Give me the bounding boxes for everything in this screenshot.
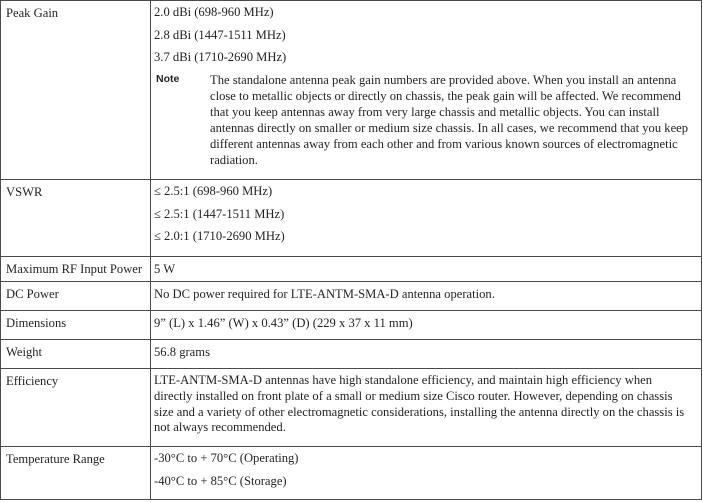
- row-dimensions: [1, 311, 702, 340]
- note-label: Note: [156, 72, 180, 85]
- weight-label: Weight: [6, 345, 43, 359]
- weight-value: 56.8 grams: [154, 345, 210, 359]
- row-peak-gain: [1, 1, 702, 180]
- row-value-cell: [151, 180, 702, 257]
- row-value-cell: [151, 369, 702, 447]
- row-efficiency: [1, 369, 702, 447]
- row-label-cell: [1, 257, 151, 282]
- efficiency-value: LTE-ANTM-SMA-D antennas have high standalone efficiency, and maintain high efficiency when directly installed on front plate of a small or medium size Cisco router. However, depending on chassis size and a variety of other electromagnetic considerations, installing the antenna directly on the chassis is not always recommended.: [154, 373, 685, 435]
- efficiency-label: Efficiency: [6, 374, 59, 388]
- row-value-cell: [151, 340, 702, 369]
- temperature-range-value: -40°C to + 85°C (Storage): [154, 473, 287, 488]
- vswr-value: ≤ 2.5:1 (698-960 MHz): [154, 184, 273, 198]
- note-block: [154, 69, 701, 168]
- vswr-value: ≤ 2.0:1 (1710-2690 MHz): [154, 229, 285, 243]
- max-rf-input-power-value: 5 W: [154, 262, 176, 276]
- row-label-cell: [1, 369, 151, 447]
- max-rf-input-power-label: Maximum RF Input Power: [6, 262, 143, 276]
- row-dc-power: [1, 282, 702, 311]
- row-temperature-range: [1, 447, 702, 500]
- row-vswr: [1, 180, 702, 257]
- row-value-cell: [151, 311, 702, 340]
- vswr-value: ≤ 2.5:1 (1447-1511 MHz): [154, 206, 285, 221]
- row-value-cell: [151, 257, 702, 282]
- row-label-cell: [1, 180, 151, 257]
- row-label-cell: [1, 1, 151, 180]
- dc-power-label: DC Power: [6, 287, 59, 301]
- row-value-cell: [151, 447, 702, 500]
- dimensions-value: 9” (L) x 1.46” (W) x 0.43” (D) (229 x 37 x 11 mm): [154, 316, 413, 330]
- row-label-cell: [1, 282, 151, 311]
- peak-gain-value: 2.8 dBi (1447-1511 MHz): [154, 27, 286, 42]
- row-label-cell: [1, 311, 151, 340]
- temperature-range-label: Temperature Range: [6, 452, 105, 466]
- dimensions-label: Dimensions: [6, 316, 67, 330]
- temperature-range-value: -30°C to + 70°C (Operating): [154, 451, 299, 465]
- peak-gain-label: Peak Gain: [6, 6, 59, 20]
- row-weight: [1, 340, 702, 369]
- row-max-rf-input-power: [1, 257, 702, 282]
- row-label-cell: [1, 447, 151, 500]
- row-label-cell: [1, 340, 151, 369]
- row-value-cell: [151, 1, 702, 180]
- peak-gain-value: 3.7 dBi (1710-2690 MHz): [154, 50, 287, 64]
- note-text: The standalone antenna peak gain numbers are provided above. When you install an antenna close to metallic objects or directly on chassis, the peak gain will be affected. We recommend that you keep antennas away from very large chassis and metallic objects. You can install antennas directly on smaller or medium size chassis. In all cases, we recommend that you keep different antennas away from each other and from various known sources of electromagnetic radiation.: [210, 72, 689, 167]
- row-value-cell: [151, 282, 702, 311]
- dc-power-value: No DC power required for LTE-ANTM-SMA-D antenna operation.: [154, 287, 495, 301]
- peak-gain-value: 2.0 dBi (698-960 MHz): [154, 5, 274, 19]
- vswr-label: VSWR: [6, 185, 43, 199]
